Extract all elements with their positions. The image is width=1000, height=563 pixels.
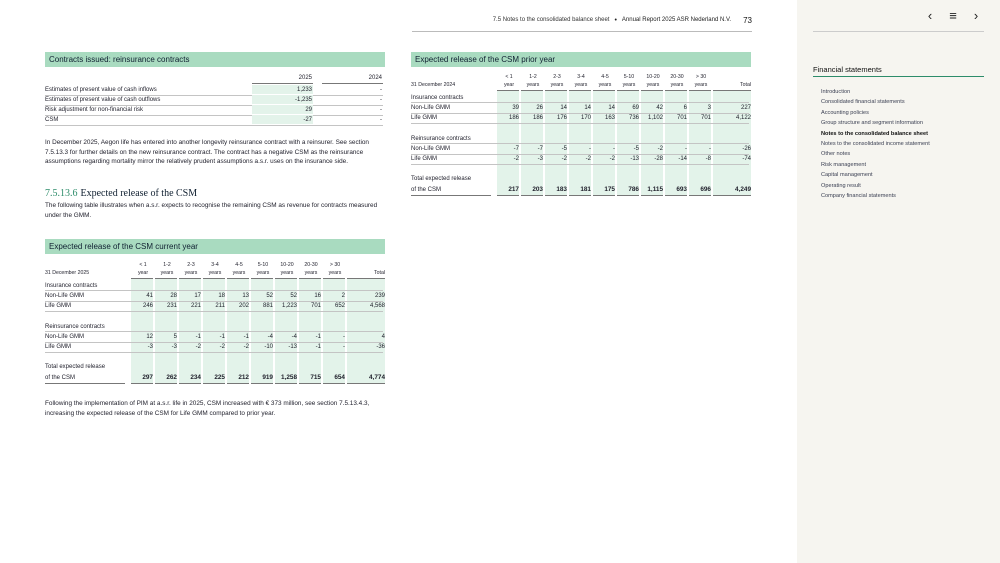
column-header-line1: 3-4 [577,74,585,80]
row-label: Non-Life GMM [411,105,451,111]
total-underline [521,195,543,196]
total-underline [545,195,567,196]
column-header-line1: > 30 [329,262,341,268]
header-section-link[interactable]: 7.5 Notes to the consolidated balance sheet [492,17,610,23]
row-value: 227 [740,105,751,111]
total-underline [179,383,201,384]
total-underline [155,383,177,384]
row-value: -1 [195,334,201,340]
column-header-line2: years [256,270,270,276]
row-value: 163 [604,115,615,121]
contracts-value-2025: -1,235 [294,96,312,103]
row-value: - [613,146,615,152]
section-title: Expected release of the CSM [80,188,198,199]
total-value: 217 [508,186,519,193]
row-value: -26 [742,146,751,152]
total-underline [323,383,345,384]
column-header-line1: 3-4 [211,262,219,268]
row-value: 69 [632,105,639,111]
row-value: 16 [314,293,321,299]
row-value: 5 [173,334,177,340]
row-value: 14 [584,105,591,111]
row-value: -1 [315,334,321,340]
paragraph-pim: Following the implementation of PIM at a.s.r. life in 2025, CSM increased with € 373 million, see section 7.5.13.4.3, increasing the expected release of the CSM for Life GMM compared to prior year. [45,400,370,417]
column-header-line1: 20-30 [670,74,684,80]
column-header-line2: years [208,270,222,276]
contracts-col-2024: 2024 [368,75,382,81]
sidebar-item-notes-to-the-consolidated-income-statement[interactable]: Notes to the consolidated income statement [821,141,930,148]
divider [252,83,313,84]
row-divider [45,125,383,126]
row-value: -2 [561,156,567,162]
row-value: 14 [608,105,615,111]
row-value: 26 [536,105,543,111]
total-label-line1: Total expected release [45,364,106,370]
row-value: -2 [609,156,615,162]
row-value: -28 [654,156,663,162]
column-header-line2: year [137,270,149,276]
row-value: 2 [341,293,345,299]
reinsurance-heading: Reinsurance contracts [411,136,471,142]
row-value: 4,122 [735,115,751,121]
row-divider [45,311,383,312]
row-divider [45,352,383,353]
row-value: 176 [556,115,567,121]
column-header-line2: years [598,82,612,88]
row-value: 239 [374,293,385,299]
row-value: -1 [219,334,225,340]
sidebar-item-consolidated-financial-statements[interactable]: Consolidated financial statements [821,99,905,106]
column-header-line1: 4-5 [601,74,609,80]
row-value: 701 [700,115,711,121]
row-label: Life GMM [411,115,438,121]
row-value: 221 [190,303,201,309]
total-underline [227,383,249,384]
row-divider [45,290,383,291]
sidebar-title-underline [813,76,984,77]
total-underline [593,195,615,196]
contracts-value-2024: - [380,116,382,123]
row-value: 52 [266,293,273,299]
insurance-heading: Insurance contracts [411,95,464,101]
column-header-line2: years [574,82,588,88]
total-value: 1,115 [647,186,663,193]
row-label: Life GMM [45,344,72,350]
paragraph-reinsurance: In December 2025, Aegon life has entered into another longevity reinsurance contract with a reinsurer. See section 7.5.13.3 for further details on the new reinsurance contract. The contract has a negative CSM as the reinsurance assumptions regarding mortality mirror the relatively prudent assumptions a.s.r. uses on the insurance side. [45,139,369,166]
total-underline [617,195,639,196]
total-value: 786 [628,186,639,193]
column-header-line1: < 1 [505,74,513,80]
header-separator: • [614,16,617,24]
table-date-label: 31 December 2024 [411,82,456,88]
total-value: 4,774 [369,374,385,381]
row-value: 186 [508,115,519,121]
row-value: 202 [238,303,249,309]
row-divider [411,143,749,144]
total-underline [411,195,491,196]
total-value: 919 [262,374,273,381]
column-header-line1: 5-10 [623,74,635,80]
sidebar-item-introduction[interactable]: Introduction [821,89,851,95]
column-header-line2: years [280,270,294,276]
row-value: 1,102 [647,115,663,121]
contracts-row-label: CSM [45,116,59,123]
row-value: - [589,146,591,152]
row-value: -2 [219,344,225,350]
total-underline [497,195,519,196]
row-value: 39 [512,105,519,111]
row-value: 701 [676,115,687,121]
row-value: 3 [707,105,711,111]
contracts-value-2024: - [380,96,382,103]
row-value: - [343,344,345,350]
column-header-line2: years [694,82,708,88]
total-label-line2: of the CSM [411,187,442,193]
row-divider [411,102,749,103]
row-value: - [343,334,345,340]
contracts-row-label: Estimates of present value of cash inflows [45,86,157,93]
row-value: -2 [585,156,591,162]
row-value: -1 [315,344,321,350]
total-value: 183 [556,186,567,193]
row-value: -2 [243,344,249,350]
row-value: -4 [267,334,273,340]
contracts-value-2025: 29 [305,106,312,113]
section-heading-7-5-13-6 [45,188,197,199]
row-value: 231 [166,303,177,309]
total-underline [299,383,321,384]
row-value: -3 [147,344,153,350]
row-value: 42 [656,105,663,111]
column-header-line2: years [232,270,246,276]
row-value: 1,223 [281,303,297,309]
row-value: -7 [513,146,519,152]
row-value: 12 [146,334,153,340]
column-header-line1: 20-30 [304,262,318,268]
row-value: 211 [215,303,225,309]
total-value: 212 [238,374,249,381]
row-value: 652 [334,303,345,309]
sidebar-item-risk-management[interactable]: Risk management [821,161,867,168]
column-header-total: Total [374,270,385,276]
sidebar-item-accounting-policies[interactable]: Accounting policies [821,109,869,116]
row-value: -10 [264,344,273,350]
row-value: -14 [678,156,687,162]
total-value: 262 [166,374,177,381]
total-value: 175 [604,186,615,193]
row-label: Non-Life GMM [45,293,85,299]
column-header-line1: 2-3 [553,74,561,80]
total-underline [689,195,711,196]
insurance-heading: Insurance contracts [45,283,98,289]
row-value: -8 [705,156,711,162]
row-value: 701 [310,303,321,309]
running-header [400,15,752,25]
column-header-line1: 5-10 [257,262,269,268]
row-value: 186 [532,115,543,121]
total-label-line2: of the CSM [45,375,76,381]
total-underline [347,383,385,384]
sidebar-item-other-notes[interactable]: Other notes [821,151,851,158]
total-underline [203,383,225,384]
divider [322,83,383,84]
total-value: 693 [676,186,687,193]
sidebar-item-notes-to-the-consolidated-balance-sheet[interactable]: Notes to the consolidated balance sheet [821,130,928,137]
page-number: 73 [743,15,752,25]
total-value: 203 [532,186,543,193]
total-underline [641,195,663,196]
contracts-value-2025: 1,233 [296,86,312,93]
column-header-line2: years [622,82,636,88]
row-value: 18 [218,293,225,299]
table-date-label: 31 December 2025 [45,270,90,276]
contracts-value-2024: - [380,106,382,113]
row-value: -5 [633,146,639,152]
row-value: -5 [561,146,567,152]
contracts-value-2025: -27 [303,116,312,123]
total-value: 696 [700,186,711,193]
column-header-line1: 2-3 [187,262,195,268]
row-value: 6 [683,105,687,111]
row-value: -2 [657,146,663,152]
row-value: - [709,146,711,152]
row-value: 4,568 [369,303,385,309]
row-value: 4 [381,334,385,340]
row-value: 736 [628,115,639,121]
total-value: 1,258 [281,374,297,381]
total-underline [275,383,297,384]
row-value: -2 [195,344,201,350]
row-value: 52 [290,293,297,299]
sidebar-item-operating-result[interactable]: Operating result [821,182,861,189]
contracts-value-2024: - [380,86,382,93]
row-value: 28 [170,293,177,299]
total-underline [569,195,591,196]
column-header-total: Total [740,82,751,88]
row-divider [411,164,749,165]
contracts-table-title: Contracts issued: reinsurance contracts [45,52,385,67]
total-underline [131,383,153,384]
contracts-row-label: Estimates of present value of cash outflows [45,96,161,103]
row-value: -7 [537,146,543,152]
sidebar-title[interactable]: Financial statements [813,65,882,74]
total-value: 234 [190,374,201,381]
row-value: -13 [630,156,639,162]
sidebar-item-group-structure-and-segment-information[interactable]: Group structure and segment information [821,120,923,127]
column-header-line2: years [550,82,564,88]
total-value: 297 [142,374,153,381]
total-value: 4,249 [735,186,751,193]
column-header-line1: 1-2 [163,262,171,268]
total-value: 715 [310,374,321,381]
sidebar-item-company-financial-statements[interactable]: Company financial statements [821,193,896,200]
page-navigation [923,9,983,23]
section-number: 7.5.13.6 [45,188,78,199]
menu-icon[interactable]: ≡ [949,8,957,23]
row-value: -1 [243,334,249,340]
total-value: 225 [214,374,225,381]
row-value: 13 [242,293,249,299]
section-intro-text: The following table illustrates when a.s.r. expects to recognise the remaining CSM as revenue for contracts measured under the GMM. [45,202,378,219]
total-underline [45,383,125,384]
next-page-icon[interactable]: › [973,8,979,23]
reinsurance-heading: Reinsurance contracts [45,324,105,330]
column-header-line2: years [526,82,540,88]
row-value: 170 [580,115,591,121]
column-header-line2: years [670,82,684,88]
prior-year-table-title: Expected release of the CSM prior year [411,52,751,67]
sidebar-item-capital-management[interactable]: Capital management [821,172,873,179]
row-value: 246 [142,303,153,309]
column-header-line2: years [160,270,174,276]
navigation-sidebar [797,0,1000,563]
column-header-line1: < 1 [139,262,147,268]
row-divider [45,331,383,332]
previous-page-icon[interactable]: ‹ [927,8,933,23]
header-divider [412,31,752,32]
row-label: Non-Life GMM [411,146,451,152]
row-value: -4 [291,334,297,340]
total-value: 654 [334,374,345,381]
row-value: -2 [513,156,519,162]
column-header-line1: > 30 [695,74,707,80]
row-value: 41 [146,293,153,299]
row-divider [411,123,749,124]
row-value: 14 [560,105,567,111]
column-header-line2: years [646,82,660,88]
column-header-line1: 4-5 [235,262,243,268]
row-label: Non-Life GMM [45,334,85,340]
row-value: -3 [537,156,543,162]
row-value: -3 [171,344,177,350]
sidebar-divider [813,31,984,32]
total-label-line1: Total expected release [411,176,472,182]
current-year-table-title: Expected release of the CSM current year [45,239,385,254]
row-value: -13 [288,344,297,350]
row-value: -74 [742,156,751,162]
total-underline [251,383,273,384]
column-header-line1: 10-20 [280,262,294,268]
column-header-line1: 10-20 [646,74,660,80]
total-underline [665,195,687,196]
header-report-title: Annual Report 2025 ASR Nederland N.V. [621,17,732,23]
column-header-line1: 1-2 [529,74,537,80]
total-underline [713,195,751,196]
row-label: Life GMM [411,156,438,162]
row-value: -36 [376,344,385,350]
row-label: Life GMM [45,303,72,309]
column-header-line2: years [304,270,318,276]
sidebar-nav-list [821,87,930,201]
contracts-row-label: Risk adjustment for non-financial risk [45,106,144,113]
row-value: - [685,146,687,152]
total-value: 181 [580,186,591,193]
column-header-line2: years [328,270,342,276]
contracts-col-2025: 2025 [298,75,312,81]
row-value: 881 [262,303,273,309]
column-header-line2: years [184,270,198,276]
column-header-line2: year [503,82,515,88]
row-value: 17 [194,293,201,299]
